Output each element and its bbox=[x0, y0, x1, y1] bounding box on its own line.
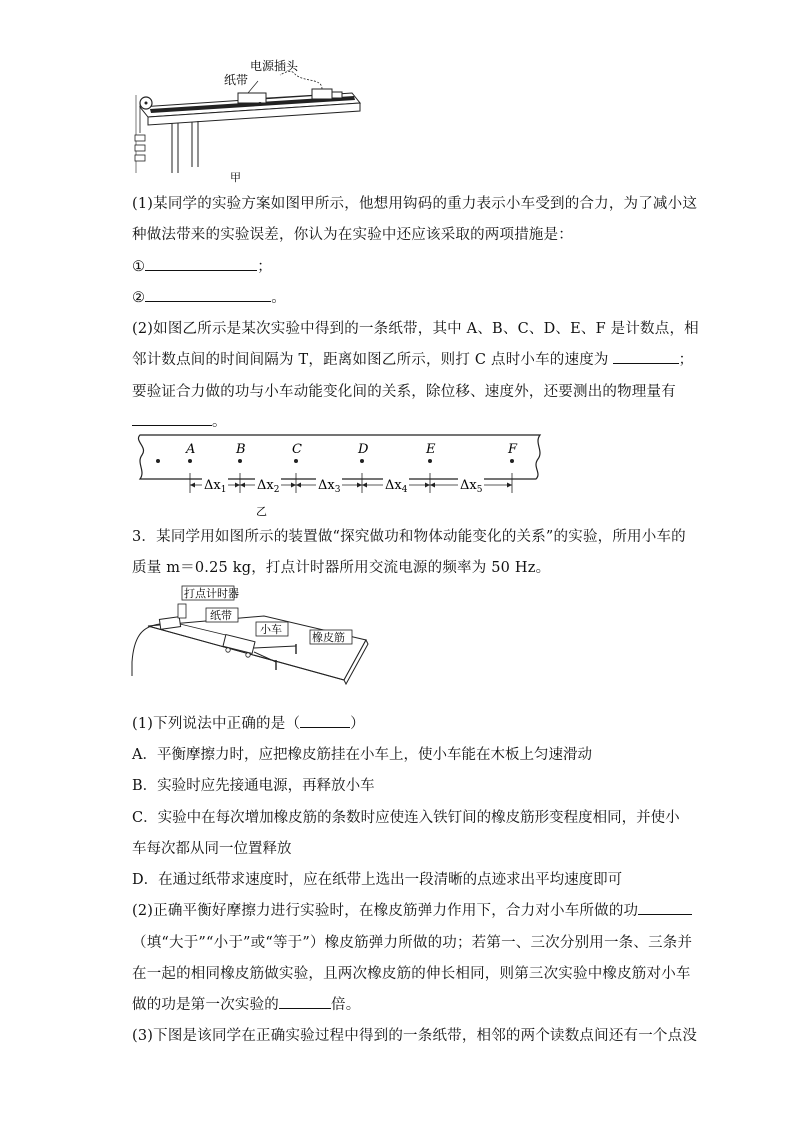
q3-2-line4-text: 做的功是第一次实验的 bbox=[132, 997, 279, 1013]
q3-1-stem bbox=[132, 712, 365, 733]
q2-line3: 要验证合力做的功与小车动能变化间的关系，除位移、速度外，还要测出的物理量有 bbox=[132, 384, 676, 400]
arrowhead-icon bbox=[291, 483, 296, 488]
arrowhead-icon bbox=[357, 483, 362, 488]
tape-point-C bbox=[294, 459, 298, 463]
tape-point-D bbox=[360, 459, 364, 463]
q3-2-line3: 在一起的相同橡皮筋做实验，且两次橡皮筋的伸长相同，则第三次实验中橡皮筋对小车 bbox=[132, 966, 691, 982]
q1-answer-blank-1[interactable] bbox=[145, 256, 257, 271]
q1-answer-blank-2[interactable] bbox=[145, 287, 271, 302]
interval-label-4: $\Delta x_4$ bbox=[385, 478, 408, 495]
q3-1-stem-end: ） bbox=[350, 716, 365, 732]
q2-line2 bbox=[132, 348, 693, 369]
q2-line2-end: ； bbox=[678, 352, 694, 368]
q3-3-line1: (3)下图是该同学在正确实验过程中得到的一条纸带，相邻的两个读数点间还有一个点没 bbox=[132, 1028, 698, 1044]
q3-1-choice-blank[interactable] bbox=[300, 713, 350, 728]
arrowhead-icon bbox=[235, 483, 240, 488]
tape-point-label-B: B bbox=[236, 442, 246, 457]
q3-2-line1-text: (2)正确平衡好摩擦力进行实验时，在橡皮筋弹力作用下，合力对小车所做的功 bbox=[132, 903, 639, 919]
arrowhead-icon bbox=[507, 483, 512, 488]
interval-label-1: $\Delta x_1$ bbox=[204, 478, 227, 495]
q1-item2-mark: ② bbox=[132, 290, 146, 306]
q1-item1-end: ； bbox=[257, 259, 272, 275]
label-tape: 纸带 bbox=[210, 609, 232, 622]
timer-icon bbox=[312, 89, 332, 99]
label-rubber-band: 橡皮筋 bbox=[312, 631, 345, 644]
q3-1-stem-text: (1)下列说法中正确的是（ bbox=[132, 716, 301, 732]
label-cart: 小车 bbox=[260, 623, 282, 636]
figure-caption-jia: 甲 bbox=[230, 171, 241, 184]
tape-point-B bbox=[238, 459, 242, 463]
tape-point-label-D: D bbox=[358, 442, 369, 457]
q3-1-option-c-line2: 车每次都从同一位置释放 bbox=[132, 841, 292, 857]
q2-velocity-blank[interactable] bbox=[613, 349, 679, 364]
figure-caption-yi: 乙 bbox=[256, 505, 267, 518]
q2-line2-text: 邻计数点间的时间间隔为 T，距离如图乙所示，则打 C 点时小车的速度为 bbox=[132, 352, 609, 368]
q3-2-line2: （填“大于”“小于”或“等于”）橡皮筋弹力所做的功；若第一、三次分别用一条、三条并 bbox=[132, 935, 693, 951]
label-timer: 打点计时器 bbox=[184, 587, 239, 600]
p3-line1: 3．某同学用如图所示的装置做“探究做功和物体动能变化的关系”的实验，所用小车的 bbox=[132, 529, 686, 545]
tape-point-F bbox=[510, 459, 514, 463]
tape-point-E bbox=[428, 459, 432, 463]
arrowhead-icon bbox=[240, 483, 245, 488]
q1-item1-mark: ① bbox=[132, 259, 146, 275]
q2-quantity-blank[interactable] bbox=[132, 411, 212, 426]
hook-weight-icon bbox=[135, 135, 145, 141]
q3-1-option-a: A．平衡摩擦力时，应把橡皮筋挂在小车上，使小车能在木板上匀速滑动 bbox=[132, 747, 592, 763]
interval-label-3: $\Delta x_3$ bbox=[318, 478, 341, 495]
arrowhead-icon bbox=[430, 483, 435, 488]
q3-2-line1 bbox=[132, 899, 692, 920]
figure-yi bbox=[128, 433, 548, 521]
arrowhead-icon bbox=[362, 483, 367, 488]
tape-point-label-A: A bbox=[186, 442, 196, 457]
q1-item2-end: 。 bbox=[271, 290, 286, 306]
figure-jia bbox=[126, 55, 366, 185]
interval-label-2: $\Delta x_2$ bbox=[257, 478, 280, 495]
q1-line2: 种做法带来的实验误差，你认为在实验中还应该采取的两项措施是： bbox=[132, 227, 573, 243]
arrowhead-icon bbox=[190, 483, 195, 488]
tape-point-label-C: C bbox=[292, 442, 302, 457]
q3-1-option-c-line1: C．实验中在每次增加橡皮筋的条数时应使连入铁钉间的橡皮筋形变程度相同，并使小 bbox=[132, 810, 680, 826]
q3-2-multiple-blank[interactable] bbox=[279, 994, 331, 1009]
q1-item2 bbox=[132, 286, 286, 307]
p3-line2: 质量 m＝0.25 kg，打点计时器所用交流电源的频率为 50 Hz。 bbox=[132, 560, 551, 576]
q3-1-option-b: B．实验时应先接通电源，再释放小车 bbox=[132, 778, 375, 794]
q3-1-option-d: D．在通过纸带求速度时，应在纸带上选出一段清晰的点迹求出平均速度即可 bbox=[132, 872, 623, 888]
arrowhead-icon bbox=[425, 483, 430, 488]
q1-line1: (1)某同学的实验方案如图甲所示，他想用钩码的重力表示小车受到的合力，为了减小这 bbox=[132, 196, 698, 212]
timer-icon bbox=[159, 617, 180, 630]
q3-2-line4-end: 倍。 bbox=[331, 997, 361, 1013]
interval-label-5: $\Delta x_5$ bbox=[460, 478, 483, 495]
q2-line1: (2)如图乙所示是某次实验中得到的一条纸带，其中 A、B、C、D、E、F 是计数点，相 bbox=[132, 321, 699, 337]
tape-point-A bbox=[188, 459, 192, 463]
q3-2-work-blank[interactable] bbox=[638, 900, 692, 915]
paper-tape bbox=[138, 435, 540, 479]
label-tape: 纸带 bbox=[224, 73, 249, 87]
q2-line4-end: 。 bbox=[212, 414, 227, 430]
label-power-plug: 电源插头 bbox=[250, 59, 299, 73]
figure-3 bbox=[126, 582, 376, 702]
tape-point-label-F: F bbox=[508, 442, 518, 457]
cart-icon bbox=[238, 93, 266, 103]
arrowhead-icon bbox=[296, 483, 301, 488]
q1-item1 bbox=[132, 255, 272, 276]
q2-line4 bbox=[132, 410, 227, 431]
q3-2-line4 bbox=[132, 993, 360, 1014]
tape-point-label-E: E bbox=[426, 442, 436, 457]
